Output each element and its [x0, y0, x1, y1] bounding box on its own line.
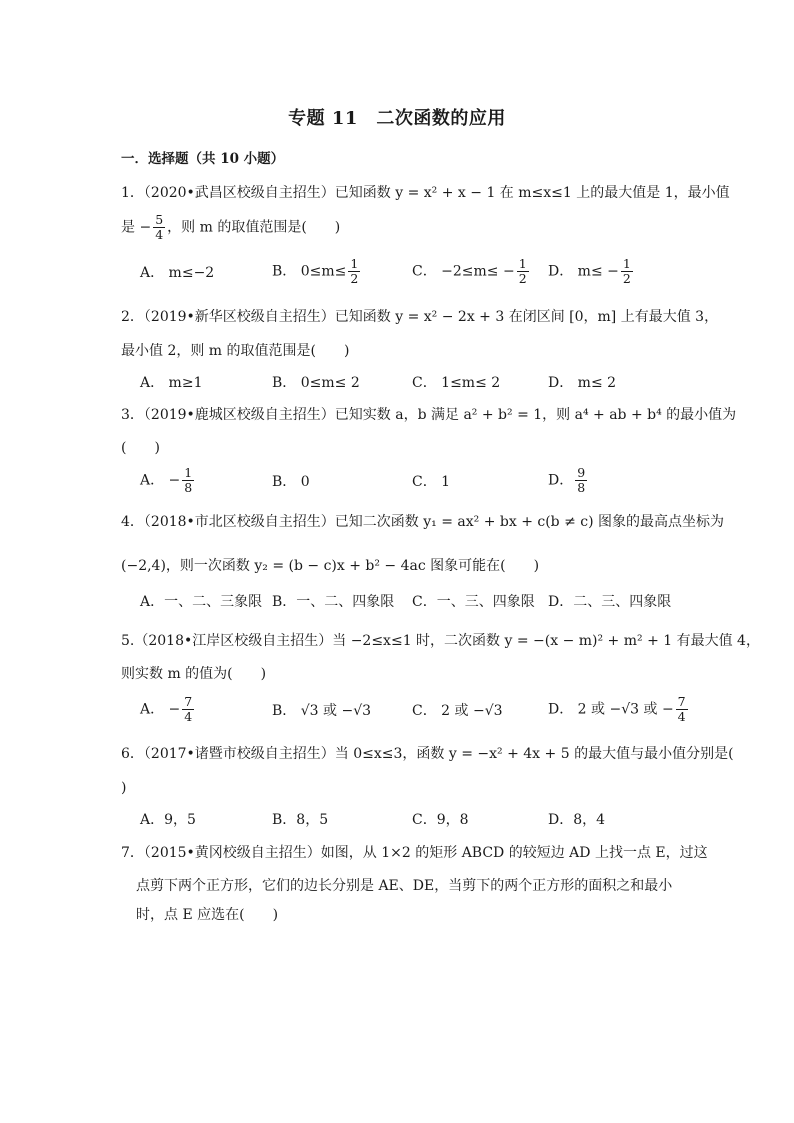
fraction-denominator: 8: [577, 480, 586, 495]
fraction-denominator: 2: [350, 271, 359, 286]
option-fraction: [676, 695, 688, 724]
question-6-option-c: C．9，8: [412, 812, 469, 828]
question-4-option-c: C．一、三、四象限: [412, 594, 535, 610]
fraction-numerator: 9: [577, 465, 586, 480]
fraction-denominator: 4: [184, 709, 193, 724]
question-5-line-1: 5.（2018•江岸区校级自主招生）当 −2≤x≤1 时，二次函数 y = −(x − m)² + m² + 1 有最大值 4，: [121, 633, 760, 649]
fraction-numerator: 1: [622, 256, 631, 271]
question-4-line-2: (−2,4)，则一次函数 y₂ = (b − c)x + b² − 4ac 图象可能在( ): [121, 558, 540, 574]
fraction-numerator: 1: [350, 256, 359, 271]
question-3-option-c: C． 1: [412, 474, 451, 490]
option-fraction: [182, 466, 194, 495]
question-1-fraction: [153, 213, 165, 242]
option-fraction: [182, 695, 194, 724]
option-text: D． 2 或 −√3 或 −: [548, 701, 674, 718]
question-7-line-3: 时，点 E 应选在( ): [136, 907, 279, 923]
question-5-option-c: C． 2 或 −√3: [412, 703, 503, 719]
question-7-line-1: 7．（2015•黄冈校级自主招生）如图，从 1×2 的矩形 ABCD 的较短边 AD 上找一点 E，过这: [121, 845, 708, 861]
question-2-line-1: 2．（2019•新华区校级自主招生）已知函数 y = x² − 2x + 3 在闭区间 [0，m] 上有最大值 3，: [121, 309, 719, 325]
section-heading: 一．选择题（共 10 小题）: [121, 151, 285, 167]
fraction-numerator: 7: [677, 694, 686, 709]
question-3-line-2: ( ): [121, 440, 160, 456]
question-1-text-post: ，则 m 的取值范围是( ): [167, 219, 341, 236]
fraction-denominator: 2: [622, 271, 631, 286]
fraction-numerator: 7: [184, 694, 193, 709]
question-4-line-1: 4．（2018•市北区校级自主招生）已知二次函数 y₁ = ax² + bx + c(b ≠ c) 图象的最高点坐标为: [121, 514, 725, 530]
question-4-option-b: B．一、二、四象限: [272, 594, 395, 610]
option-text: A． −: [140, 472, 181, 489]
fraction-numerator: 5: [155, 212, 164, 227]
option-fraction: [517, 257, 529, 286]
fraction-denominator: 2: [518, 271, 527, 286]
question-4-option-a: A．一、二、三象限: [140, 594, 263, 610]
question-6-line-1: 6．（2017•诸暨市校级自主招生）当 0≤x≤3，函数 y = −x² + 4x + 5 的最大值与最小值分别是(: [121, 746, 734, 762]
question-3-option-b: B． 0: [272, 474, 310, 490]
fraction-denominator: 4: [677, 709, 686, 724]
question-5-line-2: 则实数 m 的值为( ): [121, 666, 267, 682]
option-text: D．: [548, 472, 574, 489]
option-fraction: [348, 257, 360, 286]
question-2-option-c: C． 1≤m≤ 2: [412, 375, 501, 391]
question-6-option-d: D．8，4: [548, 812, 606, 828]
question-1-option-b: [272, 257, 362, 286]
question-3-option-a: [140, 466, 196, 495]
option-fraction: [621, 257, 633, 286]
fraction-numerator: 1: [184, 465, 193, 480]
question-3-line-1: 3．（2019•鹿城区校级自主招生）已知实数 a，b 满足 a² + b² = 1，则 a⁴ + ab + b⁴ 的最小值为: [121, 407, 737, 423]
question-1-option-d: [548, 257, 635, 286]
question-5-option-d: [548, 695, 690, 724]
option-fraction: [575, 466, 587, 495]
fraction-denominator: 4: [155, 227, 164, 242]
question-3-option-d: [548, 466, 589, 495]
question-5-option-a: [140, 695, 196, 724]
fraction-denominator: 8: [184, 480, 193, 495]
page-title: 专题 11 二次函数的应用: [288, 108, 506, 129]
option-text: A． −: [140, 701, 181, 718]
question-6-option-b: B．8，5: [272, 812, 329, 828]
question-1-line-2: [121, 213, 340, 242]
option-text: C． −2≤m≤ −: [412, 263, 515, 280]
question-6-line-2: ): [121, 780, 127, 796]
question-7-line-2: 点剪下两个正方形，它们的边长分别是 AE、DE，当剪下的两个正方形的面积之和最小: [136, 878, 673, 894]
question-1-text-pre: 是 −: [121, 219, 152, 236]
option-text: D． m≤ −: [548, 263, 619, 280]
question-4-option-d: D．二、三、四象限: [548, 594, 672, 610]
question-1-line-1: 1．（2020•武昌区校级自主招生）已知函数 y = x² + x − 1 在 m≤x≤1 上的最大值是 1，最小值: [121, 185, 730, 201]
option-text: B． 0≤m≤: [272, 263, 347, 280]
question-6-option-a: A．9，5: [140, 812, 196, 828]
question-2-option-d: D． m≤ 2: [548, 375, 617, 391]
question-5-option-b: B． √3 或 −√3: [272, 703, 372, 719]
question-1-option-a: A． m≤−2: [140, 265, 215, 281]
question-2-line-2: 最小值 2，则 m 的取值范围是( ): [121, 343, 350, 359]
question-2-option-a: A． m≥1: [140, 375, 203, 391]
fraction-numerator: 1: [518, 256, 527, 271]
question-2-option-b: B． 0≤m≤ 2: [272, 375, 360, 391]
question-1-option-c: [412, 257, 531, 286]
